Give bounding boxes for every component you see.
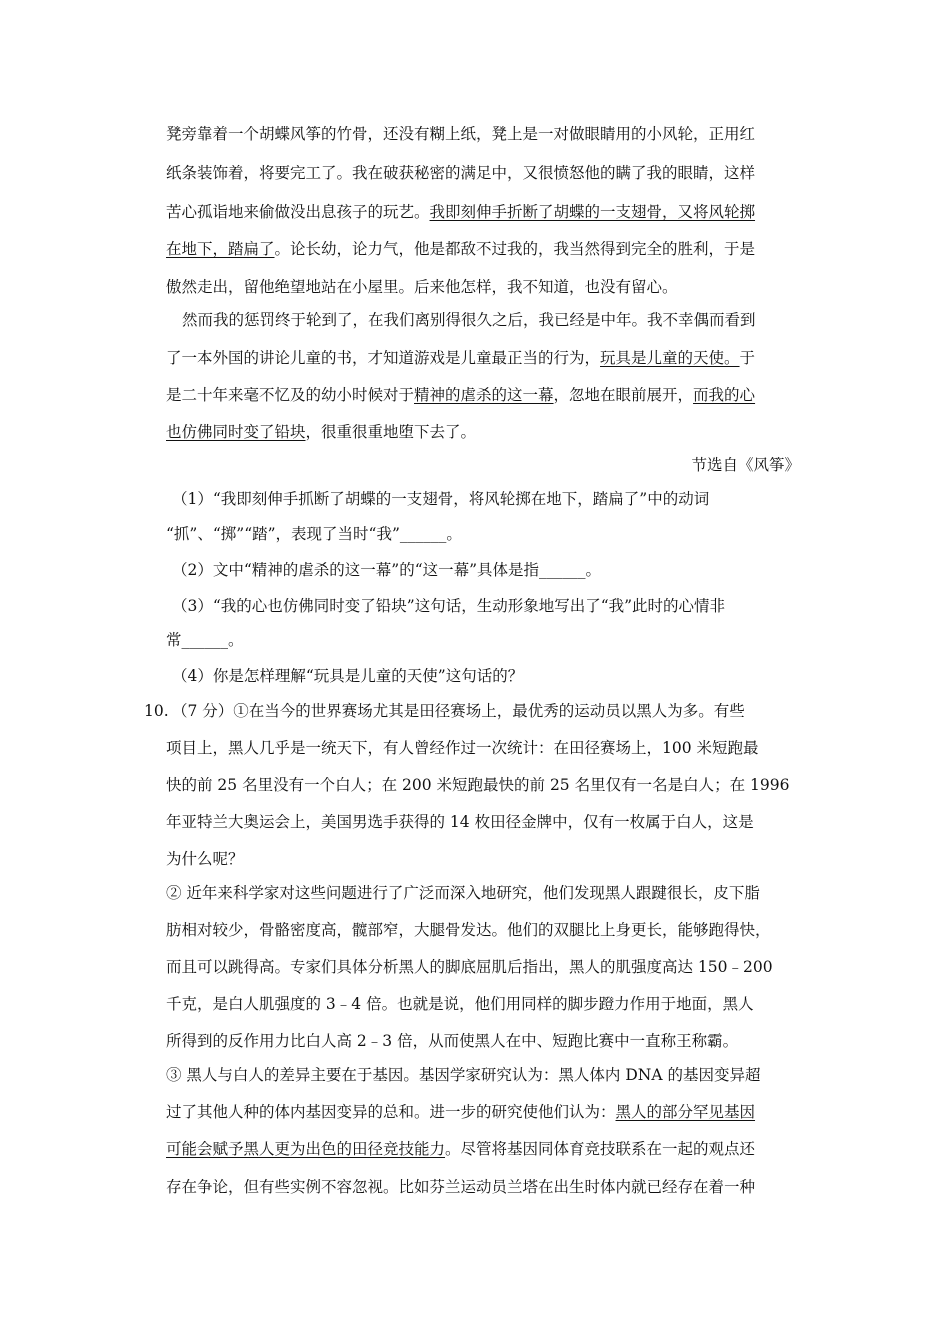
underlined-text: 也仿佛同时变了铅块 xyxy=(166,423,306,441)
passage-line: 傲然走出，留他绝望地站在小屋里。后来他怎样，我不知道，也没有留心。 xyxy=(166,278,678,296)
passage-line: 年亚特兰大奥运会上，美国男选手获得的 14 枚田径金牌中，仅有一枚属于白人，这是 xyxy=(166,813,754,831)
passage-line: 也仿佛同时变了铅块，很重很重地堕下去了。 xyxy=(166,423,477,441)
passage-line: 可能会赋予黑人更为出色的田径竞技能力。尽管将基因同体育竞技联系在一起的观点还 xyxy=(166,1140,756,1158)
question-line: （2）文中“精神的虐杀的这一幕”的“这一幕”具体是指______。 xyxy=(172,561,602,579)
passage-line: 过了其他人种的体内基因变异的总和。进一步的研究使他们认为：黑人的部分罕见基因 xyxy=(166,1103,756,1121)
passage-line: 项目上，黑人几乎是一统天下，有人曾经作过一次统计：在田径赛场上，100 米短跑最 xyxy=(166,739,759,757)
passage-line: 肪相对较少，骨骼密度高，髋部窄，大腿骨发达。他们的双腿比上身更长，能够跑得快， xyxy=(166,921,771,939)
passage-line: 了一本外国的讲论儿童的书，才知道游戏是儿童最正当的行为，玩具是儿童的天使。于 xyxy=(166,349,756,367)
passage-line: 为什么呢？ xyxy=(166,850,244,868)
passage-line: 所得到的反作用力比白人高 2﹣3 倍，从而使黑人在中、短跑比赛中一直称王称霸。 xyxy=(166,1032,739,1050)
passage-line: 而且可以跳得高。专家们具体分析黑人的脚底屈肌后指出，黑人的肌强度高达 150﹣200 xyxy=(166,958,773,976)
question-line: （1）“我即刻伸手抓断了胡蝶的一支翅骨，将风轮掷在地下，踏扁了”中的动词 xyxy=(172,490,710,508)
passage-line: 纸条装饰着，将要完工了。我在破获秘密的满足中，又很愤怒他的瞒了我的眼睛，这样 xyxy=(166,164,756,182)
underlined-text: 黑人的部分罕见基因 xyxy=(615,1103,756,1121)
question-number: 10. xyxy=(144,702,169,720)
underlined-text: 在地下，踏扁了 xyxy=(166,240,275,258)
underlined-text: 精神的虐杀的这一幕 xyxy=(414,386,554,404)
passage-line: 凳旁靠着一个胡蝶风筝的竹骨，还没有糊上纸，凳上是一对做眼睛用的小风轮，正用红 xyxy=(166,125,756,143)
question-line: （3）“我的心也仿佛同时变了铅块”这句话，生动形象地写出了“我”此时的心情非 xyxy=(172,597,726,615)
passage-line: 千克，是白人肌强度的 3﹣4 倍。也就是说，他们用同样的脚步蹬力作用于地面，黑人 xyxy=(166,995,754,1013)
passage-line: 苦心孤诣地来偷做没出息孩子的玩艺。我即刻伸手折断了胡蝶的一支翅骨，又将风轮掷 xyxy=(166,203,756,221)
question-line: 常______。 xyxy=(166,631,244,649)
underlined-text: 我即刻伸手折断了胡蝶的一支翅骨，又将风轮掷 xyxy=(429,203,756,221)
passage-line: 是二十年来毫不忆及的幼小时候对于精神的虐杀的这一幕，忽地在眼前展开，而我的心 xyxy=(166,386,756,404)
passage-line: ② 近年来科学家对这些问题进行了广泛而深入地研究，他们发现黑人跟踺很长，皮下脂 xyxy=(166,884,760,902)
passage-line: （7 分）①在当今的世界赛场尤其是田径赛场上，最优秀的运动员以黑人为多。有些 xyxy=(172,702,745,720)
underlined-text: 而我的心 xyxy=(693,386,756,404)
passage-line: 在地下，踏扁了。论长幼，论力气，他是都敌不过我的，我当然得到完全的胜利，于是 xyxy=(166,240,756,258)
passage-source: 节选自《风筝》 xyxy=(691,456,800,474)
passage-line: 然而我的惩罚终于轮到了，在我们离别得很久之后，我已经是中年。我不幸偶而看到 xyxy=(182,311,756,329)
passage-line: 快的前 25 名里没有一个白人；在 200 米短跑最快的前 25 名里仅有一名是白人；在 1996 xyxy=(166,776,790,794)
question-line: “抓”、“掷”“踏”，表现了当时“我”______。 xyxy=(166,525,462,543)
passage-line: ③ 黑人与白人的差异主要在于基因。基因学家研究认为：黑人体内 DNA 的基因变异超 xyxy=(166,1066,761,1084)
underlined-text: 玩具是儿童的天使。 xyxy=(600,349,740,367)
underlined-text: 可能会赋予黑人更为出色的田径竞技能力 xyxy=(166,1140,446,1158)
passage-line: 存在争论，但有些实例不容忽视。比如芬兰运动员兰塔在出生时体内就已经存在着一种 xyxy=(166,1178,756,1196)
question-line: （4）你是怎样理解“玩具是儿童的天使”这句话的？ xyxy=(172,667,524,685)
